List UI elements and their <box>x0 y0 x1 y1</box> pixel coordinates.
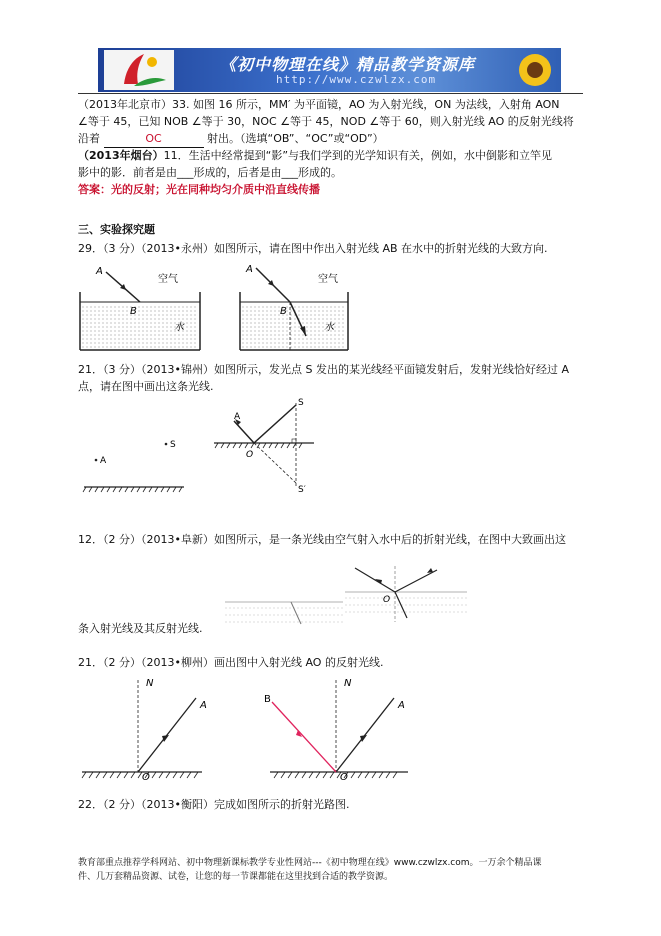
banner-title: 《初中物理在线》精品教学资源库 <box>220 55 476 74</box>
q21a-right-diagram <box>214 398 314 495</box>
q-beijing-line2: ∠等于 45，已知 NOB ∠等于 30，NOC ∠等于 45，NOD ∠等于 60，则入射光线 AO 的反射光线将 <box>78 115 574 128</box>
q-yantai-line1 <box>78 147 552 164</box>
q21b-label-a: A <box>200 700 207 711</box>
q21b-right-label-n: N <box>344 678 352 689</box>
q21b-right-label-a: A <box>398 700 405 711</box>
q-beijing-line3-pre: 沿着 <box>78 132 100 145</box>
q-beijing-answer: OC <box>104 130 204 148</box>
q29-right-label-air: 空气 <box>318 274 338 285</box>
q29-right-label-water: 水 <box>324 322 334 333</box>
q21b-right-diagram <box>264 678 408 780</box>
q21b-figure <box>78 672 438 780</box>
q29-label-a: A <box>96 266 103 277</box>
q12-label-o: O <box>383 595 391 605</box>
header-rule <box>78 93 583 94</box>
q12-line1: 12．（2 分）（2013•阜新）如图所示，是一条光线由空气射入水中后的折射光线，在图中大致画出这 <box>78 533 566 546</box>
q21b-text: 21．（2 分）（2013•柳州）画出图中入射光线 AO 的反射光线. <box>78 656 384 669</box>
q29-right-label-a: A <box>246 264 253 275</box>
q29-right-diagram <box>240 264 348 350</box>
q29-right-label-b: B <box>280 306 287 317</box>
q29-label-air: 空气 <box>158 274 178 285</box>
q21b-label-o: O <box>142 772 150 780</box>
q21a-line1: 21．（3 分）（2013•锦州）如图所示，发光点 S 发出的某光线经平面镜发射后，发射光线恰好经过 A <box>78 363 569 376</box>
q21b-label-n: N <box>146 678 154 689</box>
q-yantai-text: 11．生活中经常提到“影”与我们学到的光学知识有关，例如，水中倒影和立竿见 <box>163 149 553 162</box>
q-beijing-line1: （2013年北京市）33. 如图 16 所示，MM′ 为平面镜，AO 为入射光线，ON 为法线，入射角 AON <box>78 98 560 111</box>
q21b-left-diagram <box>82 678 207 780</box>
q21a-right-label-a: A <box>234 412 241 422</box>
q29-label-water: 水 <box>174 322 184 333</box>
section-title: 三、实验探究题 <box>78 223 155 236</box>
logo-icon <box>104 50 174 90</box>
q22-text: 22．（2 分）（2013•衡阳）完成如图所示的折射光路图. <box>78 798 350 811</box>
sunflower-icon <box>512 51 558 89</box>
q-yantai-line2: 影中的影．前者是由___形成的，后者是由___形成的。 <box>78 166 342 179</box>
q29-label-b: B <box>130 306 137 317</box>
q21a-line2: 点，请在图中画出这条光线. <box>78 380 214 393</box>
q-yantai-source: （2013年烟台） <box>78 149 164 162</box>
q21a-right-label-s: S <box>298 398 304 408</box>
q12-line2: 条入射光线及其反射光线. <box>78 622 203 635</box>
q21a-figure <box>78 395 338 500</box>
q21b-right-label-o: O <box>340 772 348 780</box>
q29-left-diagram <box>80 266 200 350</box>
q12-right-diagram <box>345 566 467 622</box>
q29-text: 29．（3 分）（2013•永州）如图所示，请在图中作出入射光线 AB 在水中的折射光线的大致方向. <box>78 242 548 255</box>
q21a-label-s: S <box>170 440 176 450</box>
q21b-right-label-b: B <box>264 694 271 705</box>
header-banner <box>98 48 561 92</box>
q-beijing-line3 <box>78 130 384 148</box>
q12-left-diagram <box>225 602 343 624</box>
q21a-right-label-o: O <box>246 450 254 460</box>
q-beijing-line3-post: 射出。（选填“OB”、“OC”或“OD”） <box>207 132 384 145</box>
q12-figure <box>225 562 475 632</box>
q21a-label-a: A <box>100 456 107 466</box>
q29-figure <box>78 262 368 352</box>
q21a-left-diagram <box>83 440 184 492</box>
q-yantai-answer: 答案：光的反射；光在同种均匀介质中沿直线传播 <box>78 183 320 196</box>
q21a-right-label-sprime: S′ <box>298 485 306 495</box>
footer-line2: 件、几万套精品资源、试卷，让您的每一节课都能在这里找到合适的教学资源。 <box>78 872 394 882</box>
banner-url: http://www.czwlzx.com <box>276 73 437 86</box>
footer-line1: 教育部重点推荐学科网站、初中物理新课标教学专业性网站---《初中物理在线》www.czwlzx.com。一万余个精品课 <box>78 858 542 868</box>
